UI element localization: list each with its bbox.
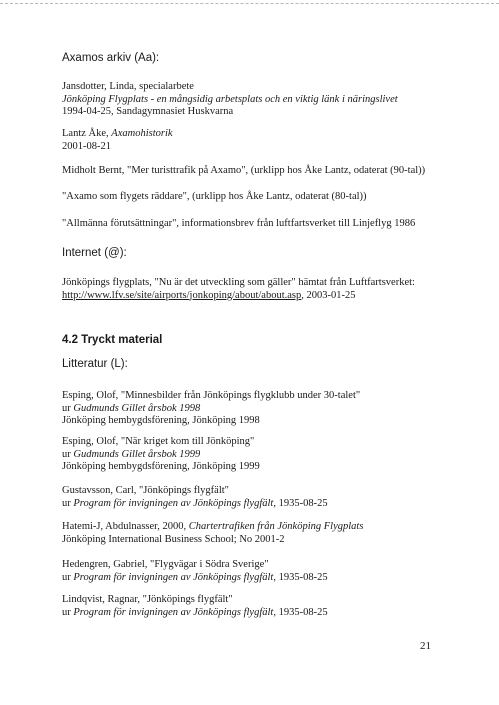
section-heading: 4.2 Tryckt material xyxy=(62,334,163,346)
reference-gustavsson xyxy=(62,485,482,510)
reference-title: Program för invigningen av Jönköpings flygfält xyxy=(73,606,274,618)
top-scan-edge xyxy=(0,3,499,4)
reference-author: Hatemi-J, Abdulnasser, 2000, xyxy=(62,521,189,532)
reference-prefix: ur xyxy=(62,402,74,414)
internet-heading: Internet (@): xyxy=(62,247,127,259)
reference-line: Midholt Bernt, "Mer turisttrafik på Axamo", (urklipp hos Åke Lantz, odaterat (90-tal)) xyxy=(62,165,426,176)
reference-title: Program för invigningen av Jönköpings flygfält xyxy=(73,497,274,509)
reference-title: Chartertrafiken från Jönköping Flygplats xyxy=(188,521,364,532)
reference-esping-1998 xyxy=(62,390,482,428)
reference-midholt xyxy=(62,165,482,178)
reference-link[interactable]: http://www.lfv.se/site/airports/jonkoping/about/about.asp xyxy=(62,289,302,301)
reference-line: Jönköping International Business School; No 2001-2 xyxy=(62,533,285,545)
reference-jansdotter xyxy=(62,81,482,119)
reference-date: , 2003-01-25 xyxy=(301,289,356,301)
reference-hedengren xyxy=(62,559,482,584)
reference-date: , 1935-08-25 xyxy=(273,571,328,583)
reference-title: Gudmunds Gillet årsbok 1999 xyxy=(73,448,201,460)
reference-author: Lantz Åke, xyxy=(62,128,112,139)
reference-line: "Allmänna förutsättningar", informationsbrev från luftfartsverket till Linjeflyg 1986 xyxy=(62,218,416,229)
reference-prefix: ur xyxy=(62,448,74,460)
reference-line: Jönköping hembygdsförening, Jönköping 1999 xyxy=(62,461,260,472)
reference-line: 1994-04-25, Sandagymnasiet Huskvarna xyxy=(62,106,234,117)
literature-heading: Litteratur (L): xyxy=(62,358,128,370)
reference-line: Esping, Olof, "Minnesbilder från Jönköpings flygklubb under 30-talet" xyxy=(62,390,361,401)
reference-lindqvist xyxy=(62,594,482,619)
reference-axamo-raddare xyxy=(62,191,482,204)
reference-line: Jansdotter, Linda, specialarbete xyxy=(62,81,194,92)
reference-prefix: ur xyxy=(62,606,74,618)
reference-date: 2001-08-21 xyxy=(62,140,111,152)
reference-line: Esping, Olof, "När kriget kom till Jönköping" xyxy=(62,436,255,447)
reference-prefix: ur xyxy=(62,497,74,509)
reference-title: Gudmunds Gillet årsbok 1998 xyxy=(73,402,201,414)
reference-prefix: ur xyxy=(62,571,74,583)
archive-heading: Axamos arkiv (Aa): xyxy=(62,52,160,64)
reference-date: , 1935-08-25 xyxy=(273,606,328,618)
reference-esping-1999 xyxy=(62,436,482,474)
reference-line: Hedengren, Gabriel, "Flygvägar i Södra Sverige" xyxy=(62,559,269,570)
reference-line: Lindqvist, Ragnar, "Jönköpings flygfält" xyxy=(62,594,233,605)
reference-internet xyxy=(62,277,482,302)
reference-title: Jönköping Flygplats - en mångsidig arbetsplats och en viktig länk i näringslivet xyxy=(62,93,398,105)
reference-line: Jönköpings flygplats, "Nu är det utveckling som gäller" hämtat från Luftfartsverket: xyxy=(62,277,415,288)
reference-allmanna xyxy=(62,218,482,231)
reference-title: Axamohistorik xyxy=(111,128,173,139)
reference-line: Jönköping hembygdsförening, Jönköping 1998 xyxy=(62,415,260,426)
reference-date: , 1935-08-25 xyxy=(273,497,328,509)
reference-hatemi xyxy=(62,521,482,546)
reference-lantz xyxy=(62,128,482,153)
page-number: 21 xyxy=(420,640,431,652)
reference-line: "Axamo som flygets räddare", (urklipp hos Åke Lantz, odaterat (80-tal)) xyxy=(62,191,367,202)
reference-title: Program för invigningen av Jönköpings flygfält xyxy=(73,571,274,583)
reference-line: Gustavsson, Carl, "Jönköpings flygfält" xyxy=(62,485,229,496)
